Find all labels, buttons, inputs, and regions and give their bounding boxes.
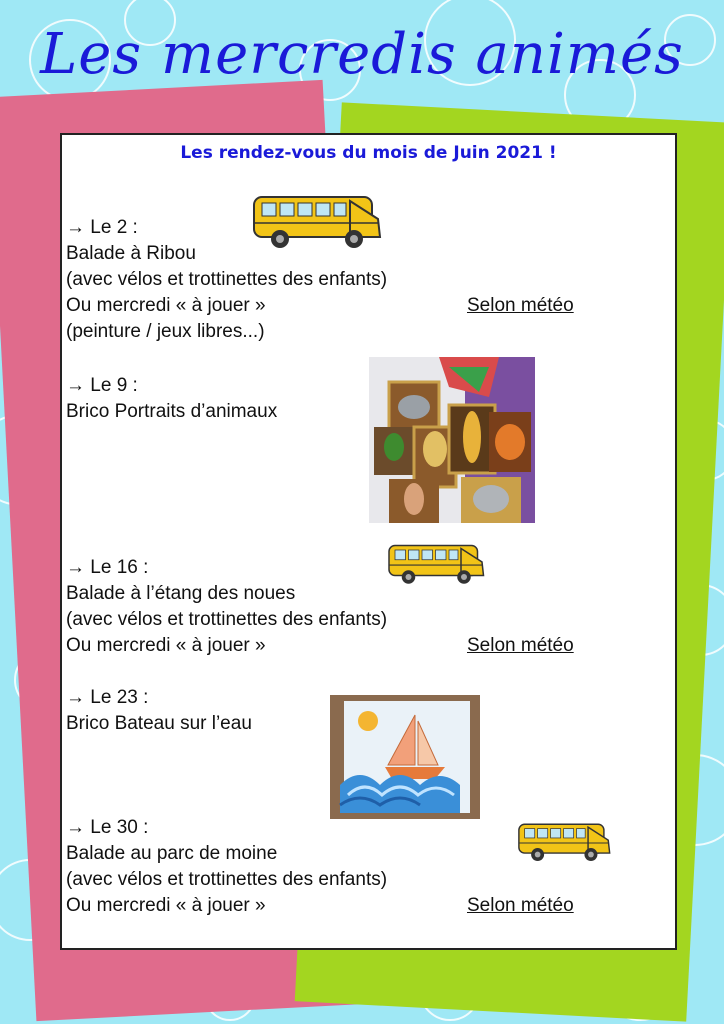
event-line: (avec vélos et trottinettes des enfants) <box>66 269 388 290</box>
page-title: Les mercredis animés <box>40 22 684 87</box>
event-line: Brico Portraits d’animaux <box>66 401 278 422</box>
event-date: → Le 30 : <box>66 817 149 838</box>
weather-note: Selon météo <box>467 635 574 656</box>
weather-note: Selon météo <box>467 295 574 316</box>
event-date: → Le 16 : <box>66 557 149 578</box>
event-line: Ou mercredi « à jouer » <box>66 635 266 656</box>
event-line: Ou mercredi « à jouer » <box>66 295 266 316</box>
schedule-panel <box>60 133 677 950</box>
event-date: → Le 9 : <box>66 375 138 396</box>
school-bus-image <box>516 817 614 869</box>
event-line: (avec vélos et trottinettes des enfants) <box>66 609 388 630</box>
weather-note: Selon météo <box>467 895 574 916</box>
event-line: (avec vélos et trottinettes des enfants) <box>66 869 388 890</box>
boat-craft-photo <box>330 695 480 819</box>
event-line: Balade à l’étang des noues <box>66 583 296 604</box>
school-bus-image <box>250 193 386 253</box>
school-bus-image <box>386 538 488 592</box>
event-line: (peinture / jeux libres...) <box>66 321 265 342</box>
event-date: → Le 23 : <box>66 687 149 708</box>
event-line: Ou mercredi « à jouer » <box>66 895 266 916</box>
event-line: Brico Bateau sur l’eau <box>66 713 252 734</box>
animal-portraits-photo <box>369 357 535 523</box>
schedule-subtitle: Les rendez-vous du mois de Juin 2021 ! <box>180 143 557 163</box>
event-line: Balade au parc de moine <box>66 843 278 864</box>
event-line: Balade à Ribou <box>66 243 196 264</box>
event-date: → Le 2 : <box>66 217 138 238</box>
